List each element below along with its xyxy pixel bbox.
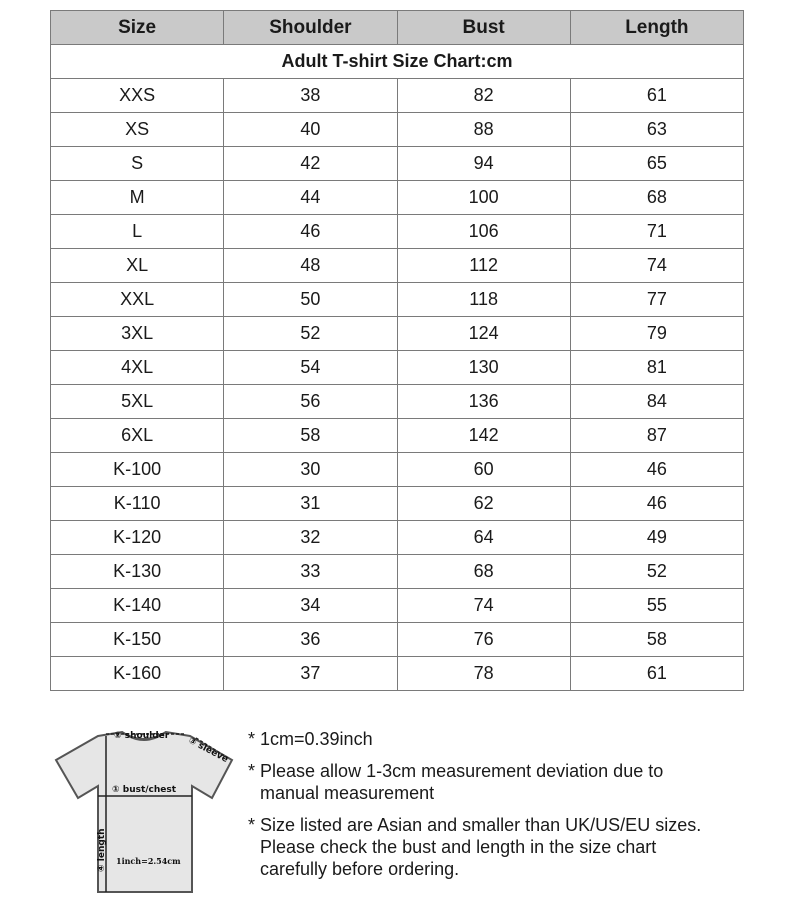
cell-shoulder: 30 bbox=[224, 453, 397, 487]
cell-size: 3XL bbox=[51, 317, 224, 351]
cell-bust: 124 bbox=[397, 317, 570, 351]
cell-shoulder: 31 bbox=[224, 487, 397, 521]
cell-size: 4XL bbox=[51, 351, 224, 385]
sleeve-label: ③ sleeve bbox=[186, 735, 230, 766]
table-row bbox=[51, 555, 744, 589]
header-row bbox=[51, 11, 744, 45]
shoulder-label: ② shoulder bbox=[114, 731, 170, 741]
note-line: manual measurement bbox=[260, 783, 435, 803]
cell-size: K-110 bbox=[51, 487, 224, 521]
cell-size: 5XL bbox=[51, 385, 224, 419]
cell-size: K-150 bbox=[51, 623, 224, 657]
note-line: * Please allow 1-3cm measurement deviation due to bbox=[248, 761, 664, 781]
cell-bust: 76 bbox=[397, 623, 570, 657]
cell-length: 61 bbox=[570, 79, 743, 113]
table-row bbox=[51, 487, 744, 521]
cell-size: K-140 bbox=[51, 589, 224, 623]
cell-bust: 88 bbox=[397, 113, 570, 147]
table-row bbox=[51, 249, 744, 283]
table-row bbox=[51, 657, 744, 691]
cell-bust: 130 bbox=[397, 351, 570, 385]
table-row bbox=[51, 589, 744, 623]
cell-length: 58 bbox=[570, 623, 743, 657]
caption-row bbox=[51, 45, 744, 79]
cell-length: 87 bbox=[570, 419, 743, 453]
table-row bbox=[51, 385, 744, 419]
cell-size: XS bbox=[51, 113, 224, 147]
cell-bust: 118 bbox=[397, 283, 570, 317]
cell-length: 71 bbox=[570, 215, 743, 249]
cell-length: 74 bbox=[570, 249, 743, 283]
cell-shoulder: 37 bbox=[224, 657, 397, 691]
cell-length: 63 bbox=[570, 113, 743, 147]
cell-shoulder: 48 bbox=[224, 249, 397, 283]
cell-shoulder: 52 bbox=[224, 317, 397, 351]
bust-label: ① bust/chest bbox=[112, 785, 177, 795]
cell-shoulder: 32 bbox=[224, 521, 397, 555]
table-row bbox=[51, 181, 744, 215]
cell-shoulder: 36 bbox=[224, 623, 397, 657]
cell-size: XXL bbox=[51, 283, 224, 317]
header-length: Length bbox=[570, 11, 743, 45]
cell-length: 46 bbox=[570, 487, 743, 521]
cell-size: K-100 bbox=[51, 453, 224, 487]
cell-bust: 94 bbox=[397, 147, 570, 181]
note-line: * 1cm=0.39inch bbox=[248, 729, 373, 749]
cell-bust: 60 bbox=[397, 453, 570, 487]
cell-bust: 78 bbox=[397, 657, 570, 691]
cell-shoulder: 50 bbox=[224, 283, 397, 317]
cell-shoulder: 54 bbox=[224, 351, 397, 385]
cell-size: K-120 bbox=[51, 521, 224, 555]
note-line: * Size listed are Asian and smaller than UK/US/EU sizes. bbox=[248, 815, 702, 835]
table-row bbox=[51, 453, 744, 487]
tshirt-measurement-diagram bbox=[46, 722, 242, 898]
cell-size: XL bbox=[51, 249, 224, 283]
cell-size: K-160 bbox=[51, 657, 224, 691]
cell-length: 81 bbox=[570, 351, 743, 385]
cell-shoulder: 56 bbox=[224, 385, 397, 419]
cell-shoulder: 33 bbox=[224, 555, 397, 589]
cell-length: 52 bbox=[570, 555, 743, 589]
cell-bust: 112 bbox=[397, 249, 570, 283]
table-row bbox=[51, 317, 744, 351]
table-row bbox=[51, 419, 744, 453]
table-row bbox=[51, 521, 744, 555]
note-item bbox=[248, 760, 778, 804]
table-row bbox=[51, 623, 744, 657]
header-bust: Bust bbox=[397, 11, 570, 45]
table-row bbox=[51, 79, 744, 113]
cell-shoulder: 40 bbox=[224, 113, 397, 147]
table-row bbox=[51, 147, 744, 181]
cell-shoulder: 44 bbox=[224, 181, 397, 215]
cell-shoulder: 38 bbox=[224, 79, 397, 113]
cell-length: 55 bbox=[570, 589, 743, 623]
note-line: Please check the bust and length in the size chart bbox=[260, 837, 657, 857]
inch-conversion-label: 1inch=2.54cm bbox=[116, 856, 181, 866]
cell-bust: 106 bbox=[397, 215, 570, 249]
cell-length: 49 bbox=[570, 521, 743, 555]
tshirt-shape bbox=[56, 732, 232, 892]
cell-shoulder: 46 bbox=[224, 215, 397, 249]
table-row bbox=[51, 215, 744, 249]
cell-shoulder: 58 bbox=[224, 419, 397, 453]
cell-size: XXS bbox=[51, 79, 224, 113]
cell-size: L bbox=[51, 215, 224, 249]
cell-length: 65 bbox=[570, 147, 743, 181]
cell-length: 84 bbox=[570, 385, 743, 419]
note-item bbox=[248, 728, 778, 750]
table-row bbox=[51, 283, 744, 317]
cell-shoulder: 34 bbox=[224, 589, 397, 623]
table-row bbox=[51, 113, 744, 147]
length-label: ④ length bbox=[97, 828, 107, 872]
cell-length: 77 bbox=[570, 283, 743, 317]
cell-size: S bbox=[51, 147, 224, 181]
cell-size: 6XL bbox=[51, 419, 224, 453]
cell-bust: 68 bbox=[397, 555, 570, 589]
cell-shoulder: 42 bbox=[224, 147, 397, 181]
note-line: carefully before ordering. bbox=[260, 859, 460, 879]
cell-bust: 62 bbox=[397, 487, 570, 521]
note-item bbox=[248, 814, 778, 880]
cell-length: 68 bbox=[570, 181, 743, 215]
cell-size: M bbox=[51, 181, 224, 215]
cell-bust: 142 bbox=[397, 419, 570, 453]
table-row bbox=[51, 351, 744, 385]
cell-length: 61 bbox=[570, 657, 743, 691]
cell-bust: 136 bbox=[397, 385, 570, 419]
cell-bust: 74 bbox=[397, 589, 570, 623]
cell-length: 79 bbox=[570, 317, 743, 351]
header-shoulder: Shoulder bbox=[224, 11, 397, 45]
cell-bust: 82 bbox=[397, 79, 570, 113]
cell-length: 46 bbox=[570, 453, 743, 487]
cell-bust: 100 bbox=[397, 181, 570, 215]
header-size: Size bbox=[51, 11, 224, 45]
cell-size: K-130 bbox=[51, 555, 224, 589]
cell-bust: 64 bbox=[397, 521, 570, 555]
table-caption: Adult T-shirt Size Chart:cm bbox=[51, 45, 744, 79]
size-notes bbox=[248, 728, 778, 890]
size-chart-table bbox=[50, 10, 744, 691]
